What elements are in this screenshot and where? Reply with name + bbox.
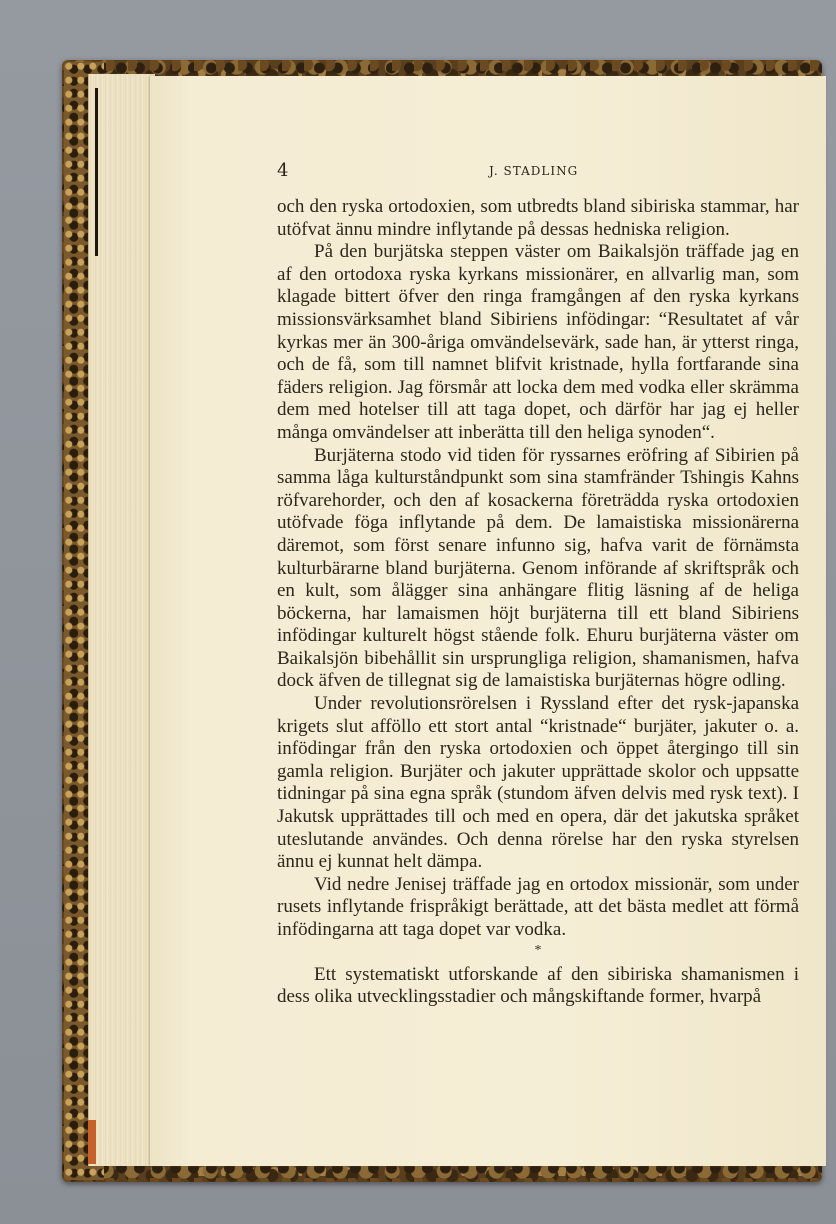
spine-shadow-line bbox=[95, 88, 98, 256]
paragraph-4: Under revolutionsrörelsen i Ryssland efter det rysk-japanska krigets slut afföllo ett stort antal “kristnade“ burjäter, jakuter o. a. infödingar från den ryska ortodoxien och öppet återgingo till sin gamla religion. Burjäter och jakuter upprättade skolor och uppsatte tidningar på sina egna språk (stundom äfven delvis med rysk text). I Jakutsk upprättades till och med en opera, där det jakutska språket uteslutande användes. Och denna rörelse har den ryska styrelsen ännu ej kunnat helt dämpa. bbox=[277, 693, 799, 873]
paragraph-2: På den burjätska steppen väster om Baikalsjön träffade jag en af den ortodoxa ryska kyrkans missionärer, en allvarlig man, som klagade bittert öfver den ringa framgången af den ryska kyrkans missionsvärksamhet bland Sibiriens infödingar: “Resultatet af vår kyrkas mer än 300-åriga omvändelsevärk, sade han, är ytterst ringa, och de få, som till namnet blifvit kristnade, hylla fortfarande sina fäders religion. Jag försmår att locka dem med vodka eller skrämma dem med hotelser till att taga dopet, och därför har jag ej heller många omvändelser att inberätta till den heliga synoden“. bbox=[277, 241, 799, 443]
orange-leaf-tab bbox=[88, 1120, 96, 1164]
page-body bbox=[277, 196, 799, 1009]
section-separator: * bbox=[534, 942, 542, 958]
paragraph-5: Vid nedre Jenisej träffade jag en ortodox missionär, som under rusets inflytande frispråkigt berättade, att det bästa medlet att förmå infödingarna att taga dopet var vodka. bbox=[277, 873, 799, 940]
book-page bbox=[150, 76, 826, 1166]
running-head: J. STADLING bbox=[489, 164, 579, 178]
page-stack-edges bbox=[88, 74, 155, 1166]
paragraph-3: Burjäterna stodo vid tiden för ryssarnes eröfring af Sibirien på samma låga kulturståndpunkt som sina stamfränder Tshingis Kahns röfvarehorder, och den af kosackerna företrädda ryska ortodoxien utöfvade föga inflytande på dem. De lamaistiska missionärerna däremot, som först senare infunno sig, hafva varit de förnämsta kulturbärarne bland burjäterna. Genom införande af skriftspråk och en kult, som ålägger sina anhängare flitig läsning af de heliga böckerna, har lamaismen höjt burjäterna till ett bland Sibiriens infödingar kulturelt högst stående folk. Ehuru burjäterna väster om Baikalsjön bibehållit sin ursprungliga religion, shamanismen, hafva dock äfven de tillegnat sig de lamaistiska burjäternas högre odling. bbox=[277, 444, 799, 692]
paragraph-closing: Ett systematiskt utforskande af den sibiriska shamanismen i dess olika utvecklingsstadier och mångskiftande former, hvarpå bbox=[277, 963, 799, 1008]
page-number: 4 bbox=[277, 160, 289, 181]
page-header bbox=[277, 160, 817, 184]
paragraph-1: och den ryska ortodoxien, som utbredts bland sibiriska stammar, har utöfvat ännu mindre inflytande på dessas hedniska religion. bbox=[277, 196, 799, 240]
